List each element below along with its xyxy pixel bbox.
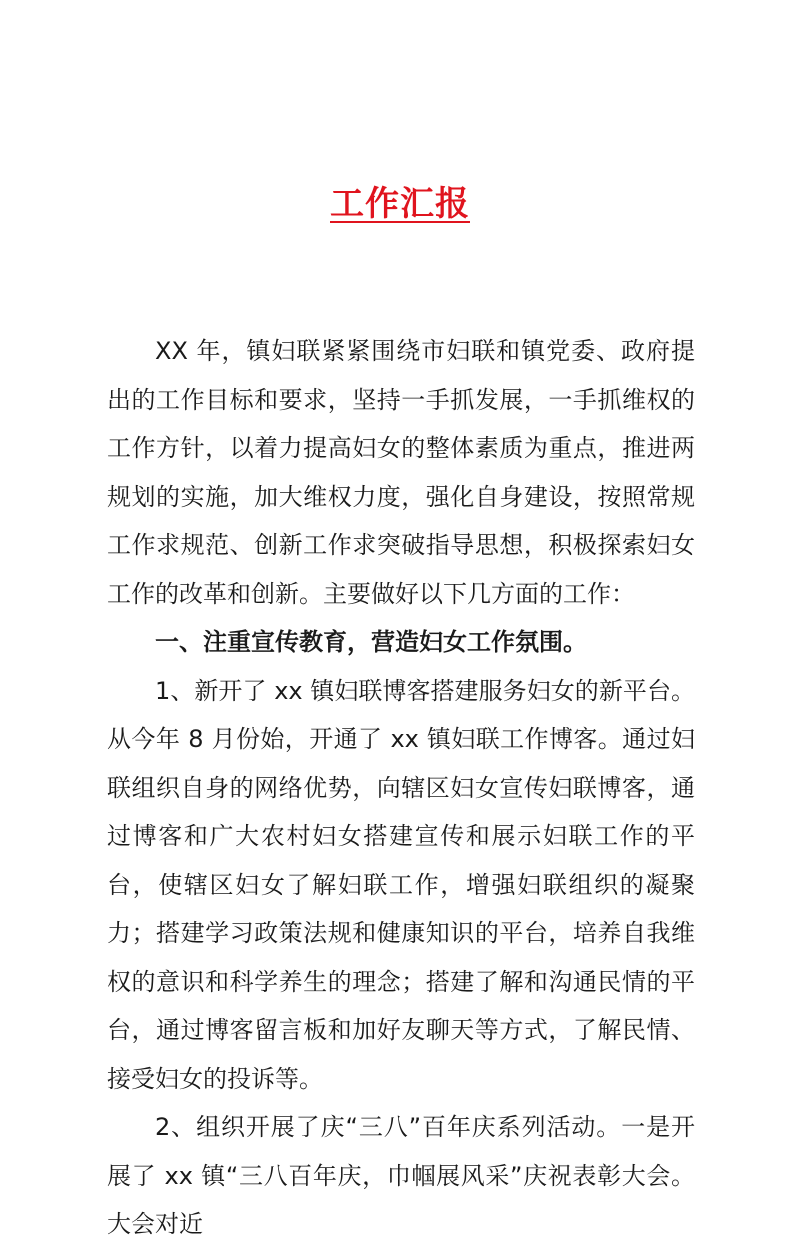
paragraph-activities: 2、组织开展了庆“三八”百年庆系列活动。一是开展了 xx 镇“三八百年庆，巾帼展风采”庆祝表彰大会。大会对近 xyxy=(107,1113,695,1238)
paragraph-blog: 1、新开了 xx 镇妇联博客搭建服务妇女的新平台。从今年 8 月份始，开通了 xx 镇妇联工作博客。通过妇联组织自身的网络优势，向辖区妇女宣传妇联博客，通过博客和广大农村妇女搭建宣传和展示妇联工作的平台，使辖区妇女了解妇联工作，增强妇联组织的凝聚力；搭建学习政策法规和健康知识的平台，培养自我维权的意识和科学养生的理念；搭建了解和沟通民情的平台，通过博客留言板和加好友聊天等方式，了解民情、接受妇女的投诉等。 xyxy=(107,676,695,1093)
document-body xyxy=(107,327,695,1249)
paragraph-intro: XX 年，镇妇联紧紧围绕市妇联和镇党委、政府提出的工作目标和要求，坚持一手抓发展，一手抓维权的工作方针，以着力提高妇女的整体素质为重点，推进两规划的实施，加大维权力度，强化自身建设，按照常规工作求规范、创新工作求突破指导思想，积极探索妇女工作的改革和创新。主要做好以下几方面的工作： xyxy=(107,337,695,608)
section-heading: 一、注重宣传教育，营造妇女工作氛围。 xyxy=(155,628,587,656)
document-title: 工作汇报 xyxy=(330,184,470,224)
